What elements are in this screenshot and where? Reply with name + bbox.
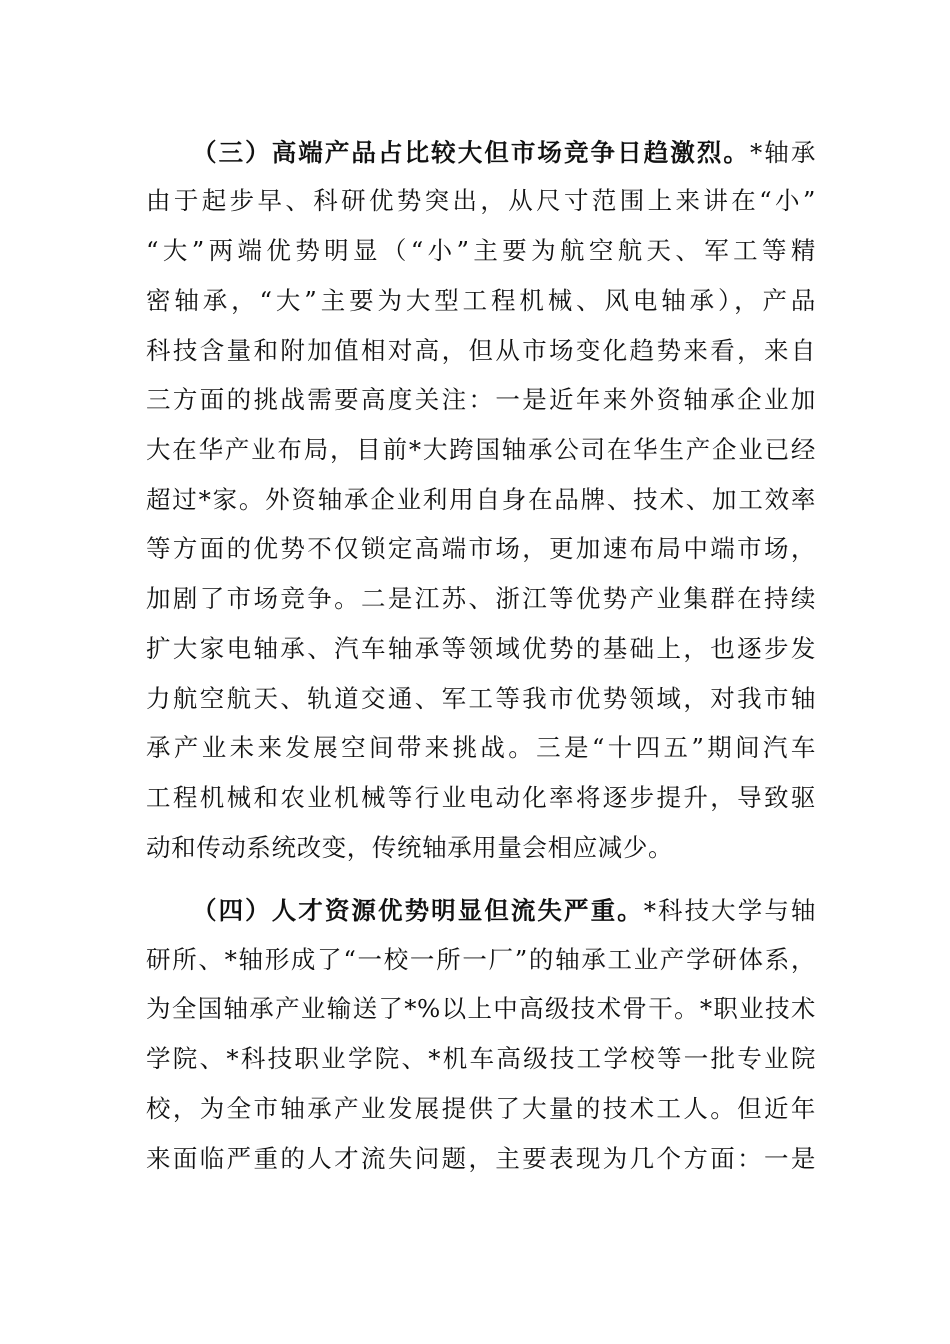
- section-3-heading: （三）高端产品占比较大但市场竞争日趋激烈。: [192, 138, 750, 167]
- paragraph-line: 来面临严重的人才流失问题，主要表现为几个方面：一是: [146, 1144, 816, 1173]
- paragraph-line: 研所、*轴形成了“一校一所一厂”的轴承工业产学研体系，: [146, 945, 816, 974]
- paragraph-line: 等方面的优势不仅锁定高端市场，更加速布局中端市场，: [146, 534, 816, 563]
- paragraph-line: 由于起步早、科研优势突出，从尺寸范围上来讲在“小”: [146, 186, 816, 215]
- paragraph-line: 密轴承，“大”主要为大型工程机械、风电轴承），产品: [146, 286, 816, 315]
- paragraph-line: 力航空航天、轨道交通、军工等我市优势领域，对我市轴: [146, 684, 816, 713]
- section-4-heading: （四）人才资源优势明显但流失严重。: [192, 896, 644, 925]
- paragraph-line: 大在华产业布局，目前*大跨国轴承公司在华生产企业已经: [146, 435, 816, 464]
- paragraph-line: 为全国轴承产业输送了*%以上中高级技术骨干。*职业技术: [146, 994, 816, 1023]
- paragraph-line: 科技含量和附加值相对高，但从市场变化趋势来看，来自: [146, 336, 816, 365]
- paragraph-line: 校，为全市轴承产业发展提供了大量的技术工人。但近年: [146, 1094, 816, 1123]
- section-4-first-line-text: *科技大学与轴: [643, 896, 816, 925]
- paragraph-line: 加剧了市场竞争。二是江苏、浙江等优势产业集群在持续: [146, 584, 816, 613]
- section-3-first-line-text: *轴承: [749, 138, 816, 167]
- paragraph-line: 扩大家电轴承、汽车轴承等领域优势的基础上，也逐步发: [146, 634, 816, 663]
- paragraph-line: 承产业未来发展空间带来挑战。三是“十四五”期间汽车: [146, 733, 816, 762]
- section-3-first-line: [192, 128, 816, 178]
- paragraph-last-line: 动和传动系统改变，传统轴承用量会相应减少。: [146, 833, 674, 862]
- paragraph-line: “大”两端优势明显（“小”主要为航空航天、军工等精: [146, 236, 816, 265]
- paragraph-line: 学院、*科技职业学院、*机车高级技工学校等一批专业院: [146, 1044, 816, 1073]
- section-4-first-line: [192, 886, 816, 936]
- paragraph-line: 超过*家。外资轴承企业利用自身在品牌、技术、加工效率: [146, 485, 816, 514]
- paragraph-line: 三方面的挑战需要高度关注：一是近年来外资轴承企业加: [146, 385, 816, 414]
- paragraph-line: 工程机械和农业机械等行业电动化率将逐步提升，导致驱: [146, 783, 816, 812]
